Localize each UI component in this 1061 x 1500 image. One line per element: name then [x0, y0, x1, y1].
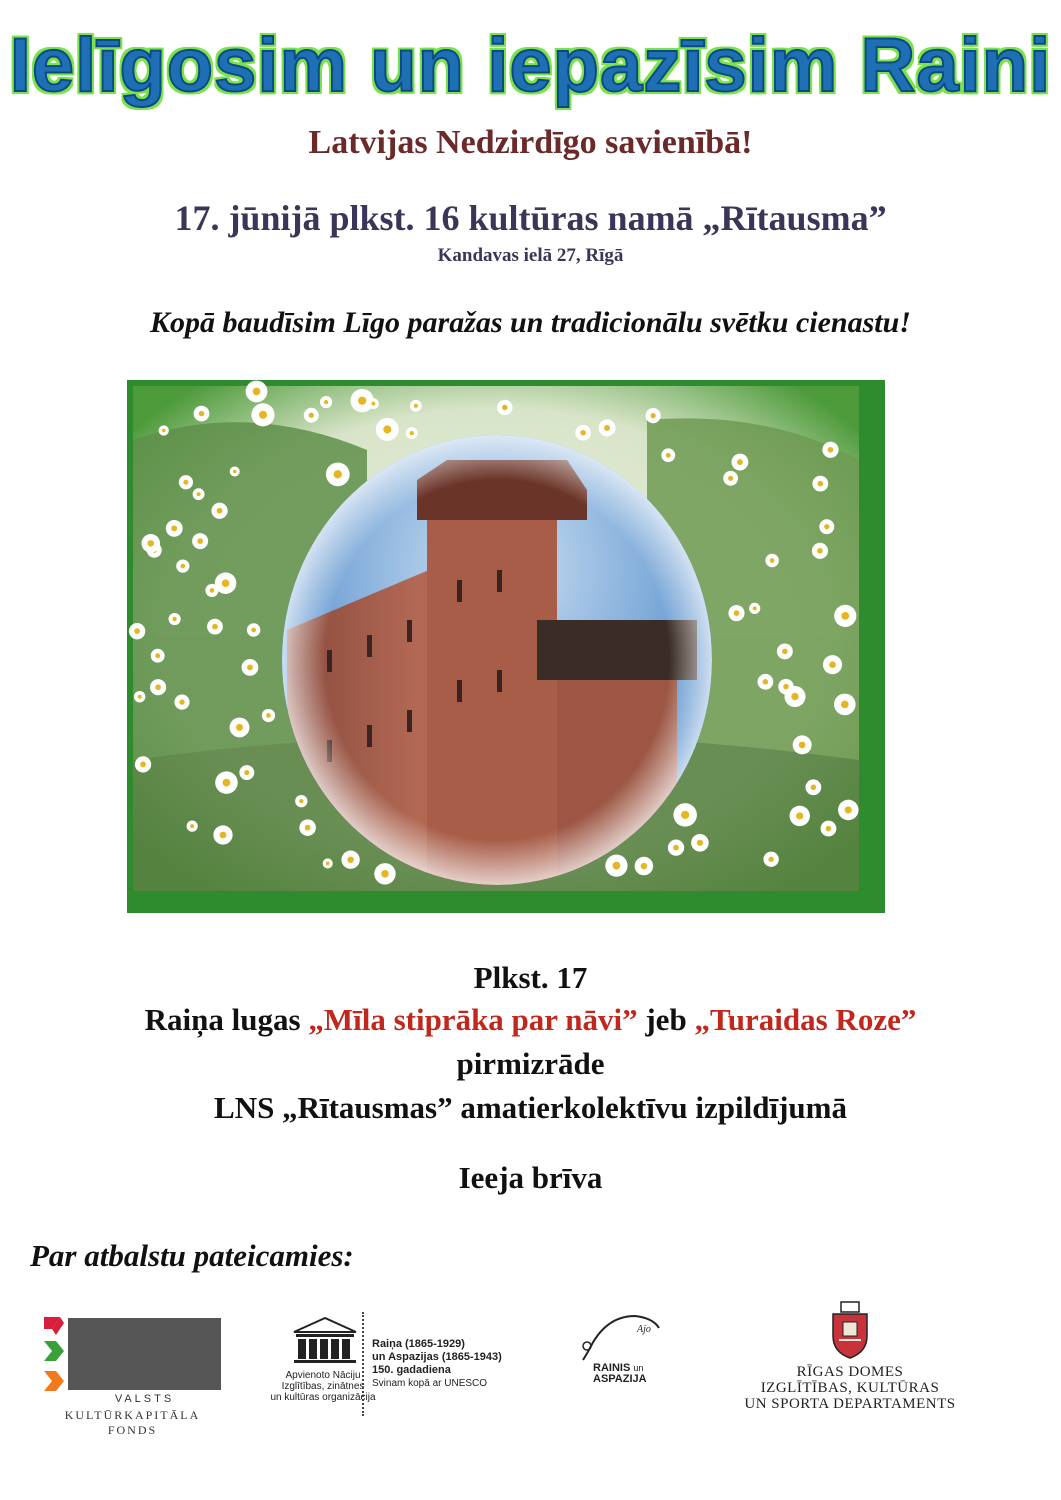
unesco-logo: [268, 1310, 538, 1420]
daisy-flower: [166, 520, 183, 537]
svg-text:Ajo: Ajo: [637, 1324, 651, 1335]
performers-line: LNS „Rītausmas” amatierkolektīvu izpildījumā: [214, 1090, 847, 1125]
daisy-flower: [646, 408, 661, 423]
daisy-flower: [838, 800, 859, 821]
unesco-right-1: Raiņa (1865-1929): [372, 1338, 465, 1350]
daisy-flower: [777, 643, 793, 659]
daisy-flower: [193, 488, 205, 500]
daisy-flower: [174, 694, 189, 709]
daisy-flower: [187, 821, 198, 832]
castle-flowers-illustration: [127, 380, 885, 913]
daisy-flower: [410, 400, 422, 412]
daisy-flower: [192, 533, 208, 549]
daisy-flower: [151, 649, 165, 663]
daisy-flower: [635, 857, 654, 876]
unesco-left-1: Apvienoto Nāciju: [285, 1370, 361, 1381]
daisy-flower: [129, 623, 145, 639]
daisy-flower: [134, 691, 145, 702]
daisy-flower: [376, 418, 399, 441]
unesco-left-2: Izglītības, zinātnes: [281, 1381, 365, 1392]
daisy-flower: [789, 806, 809, 826]
daisy-flower: [784, 686, 805, 707]
address-line: Kandavas ielā 27, Rīgā: [437, 245, 624, 266]
daisy-flower: [661, 448, 675, 462]
daisy-flower: [819, 519, 834, 534]
daisy-flower: [135, 756, 151, 772]
vkf-block: [68, 1318, 221, 1390]
daisy-flower: [251, 403, 274, 426]
sponsors-heading: Par atbalstu pateicamies:: [30, 1238, 354, 1273]
daisy-flower: [326, 462, 350, 486]
vkf-mark-icon: [40, 1315, 68, 1393]
daisy-flower: [599, 419, 616, 436]
daisy-flower: [213, 825, 232, 844]
daisy-flower: [194, 406, 210, 422]
daisy-flower: [805, 779, 821, 795]
daisy-flower: [673, 803, 697, 827]
daisy-flower: [497, 400, 512, 415]
rainis-line1: RAINIS: [593, 1362, 631, 1374]
unesco-temple-icon: [290, 1316, 360, 1366]
rainis-line2: un: [633, 1363, 644, 1373]
daisy-flower: [304, 408, 319, 423]
daisy-flower: [834, 694, 856, 716]
daisy-flower: [230, 717, 250, 737]
play-middle: jeb: [637, 1002, 695, 1037]
daisy-flower: [299, 819, 316, 836]
daisy-flower: [749, 603, 760, 614]
daisy-flower: [176, 559, 189, 572]
daisy-flower: [758, 674, 774, 690]
daisy-flower: [723, 471, 738, 486]
riga-coat-of-arms-icon: [827, 1300, 873, 1360]
unesco-right-3: 150. gadadiena: [372, 1364, 451, 1376]
daisy-flower: [207, 619, 223, 635]
quill-icon: [575, 1306, 665, 1364]
daisy-flower: [834, 605, 856, 627]
daisy-flower: [822, 442, 838, 458]
rainis-aspazija-logo: [575, 1306, 685, 1396]
organization-line: Latvijas Nedzirdīgo savienībā!: [308, 124, 753, 161]
daisy-flower: [239, 765, 254, 780]
vkf-logo: [40, 1315, 225, 1437]
daisy-flower: [765, 554, 778, 567]
daisy-flower: [215, 572, 237, 594]
daisy-flower: [215, 771, 238, 794]
vkf-line2: KULTŪRKAPITĀLA FONDS: [64, 1408, 201, 1437]
riga-line2: IZGLĪTĪBAS, KULTŪRAS: [760, 1380, 940, 1396]
daisy-flower: [230, 466, 240, 476]
play-prefix: Raiņa lugas: [144, 1002, 309, 1037]
daisy-flower: [374, 863, 395, 884]
daisy-flower: [812, 543, 828, 559]
play-alt-title: „Turaidas Roze”: [694, 1002, 917, 1037]
daisy-flower: [823, 655, 842, 674]
unesco-left-3: un kultūras organizācija: [270, 1392, 376, 1403]
event-time: Plkst. 17: [473, 960, 588, 995]
daisy-flower: [605, 854, 627, 876]
daisy-flower: [246, 381, 268, 403]
daisy-flower: [341, 851, 359, 869]
daisy-flower: [141, 534, 160, 553]
daisy-flower: [247, 623, 261, 637]
daisy-flower: [821, 821, 837, 837]
daisy-flower: [169, 613, 181, 625]
daisy-flower: [668, 840, 684, 856]
daisy-flower: [728, 605, 744, 621]
play-title: „Mīla stiprāka par nāvi”: [308, 1002, 638, 1037]
vkf-line1: VALSTS: [114, 1393, 175, 1405]
daisy-flower: [406, 427, 418, 439]
daisy-flower: [368, 398, 379, 409]
unesco-divider: [362, 1312, 364, 1416]
unesco-note: Svinam kopā ar UNESCO: [372, 1378, 488, 1389]
entry-line: Ieeja brīva: [458, 1160, 603, 1195]
tagline: Kopā baudīsim Līgo paražas un tradicionālu svētku cienastu!: [150, 306, 911, 339]
daisy-flower: [575, 425, 591, 441]
riga-line3: UN SPORTA DEPARTAMENTS: [744, 1396, 956, 1412]
unesco-right-2: un Aspazijas (1865-1943): [372, 1351, 502, 1363]
poster-photo: [127, 380, 885, 913]
daisy-flower: [691, 834, 709, 852]
riga-line1: RĪGAS DOMES: [796, 1364, 904, 1380]
daisy-flower: [150, 679, 166, 695]
rainis-line3: ASPAZIJA: [593, 1373, 647, 1385]
premiere-line: pirmizrāde: [456, 1046, 605, 1081]
daisy-flower: [812, 476, 828, 492]
date-place-line: 17. jūnijā plkst. 16 kultūras namā „Rītausma”: [174, 198, 887, 238]
daisy-flower: [793, 735, 812, 754]
daisy-flower: [731, 454, 748, 471]
daisy-flower: [159, 425, 169, 435]
daisy-flower: [262, 709, 275, 722]
daisy-flower: [179, 475, 193, 489]
daisy-flower: [763, 852, 778, 867]
daisy-flower: [242, 659, 259, 676]
daisy-flower: [320, 396, 332, 408]
daisy-flower: [295, 795, 307, 807]
riga-council-logo: [735, 1300, 965, 1420]
daisy-flower: [323, 858, 333, 868]
play-line: [0, 1002, 1061, 1038]
poster-title: Ielīgosim un iepazīsim Raini: [9, 23, 1052, 108]
daisy-flower: [211, 503, 227, 519]
